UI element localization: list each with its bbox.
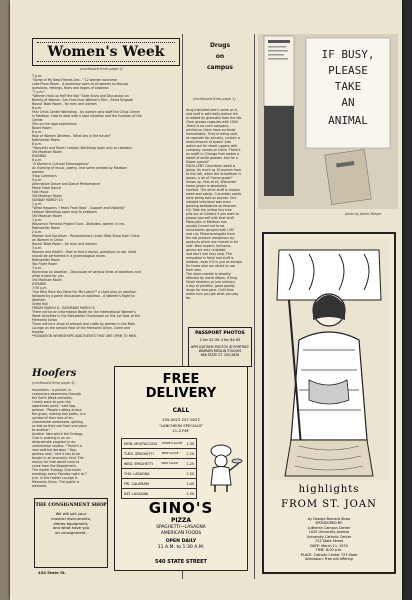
article-line: an outfit in Chicago that makes a bbox=[186, 152, 240, 156]
ginos-address: 540 STATE STREET bbox=[155, 559, 207, 565]
article-line: growing belladonna on Bascom bbox=[186, 204, 237, 208]
event-line: Rathskeller Room bbox=[32, 226, 60, 230]
event-line: Round Table Room - for men and women bbox=[32, 102, 97, 106]
menu-dish: TOMATO SAUCE bbox=[161, 442, 183, 445]
article-line: products which are missed in for bbox=[186, 240, 239, 244]
consignment-line: on consignment. bbox=[55, 530, 87, 536]
article-line: and cut. Pharmacologists from bbox=[186, 232, 235, 236]
article-line: watch out for street uppers with bbox=[186, 144, 238, 148]
article-line: the Earth Week activities. bbox=[32, 396, 73, 400]
event-line: "Women Hold up Half the Sky" Slide Show and Discussion on bbox=[32, 94, 129, 98]
article-line: symbol of their lack of en- bbox=[32, 416, 74, 420]
menu-price: 1.45 bbox=[186, 481, 194, 486]
article-line: printed on them have surfaced bbox=[186, 128, 236, 132]
event-line: 7 p.m. bbox=[32, 74, 43, 78]
menu-price: 1.50 bbox=[186, 471, 194, 476]
article-line: The Hoofer Ecology Club holds bbox=[32, 468, 81, 472]
menu-day: MON. MOSTACCIOLI bbox=[124, 441, 158, 446]
event-line: **DONATION WORKSHOPS AND EVENTS THAT ARE OPEN TO MEN. bbox=[32, 334, 137, 338]
event-line: Lounge on the second floor of the Memorial Union. Come and bbox=[32, 326, 131, 330]
consignment-message bbox=[35, 512, 107, 536]
event-line: Women and Socialism - Revolutionary Union Slide Show from China bbox=[32, 234, 140, 238]
article-line: awareness point," said Kop- bbox=[32, 404, 77, 408]
lunch-hours: 11-2 P.M. bbox=[172, 427, 190, 433]
article-line: to another." bbox=[32, 428, 51, 432]
lunch-title: "LUNCHEON SPECIALS" bbox=[159, 423, 203, 428]
event-line: Old Madison Room bbox=[32, 278, 62, 282]
menu-row bbox=[122, 439, 196, 449]
menu-day: WED. SPAGHETTI bbox=[124, 461, 153, 466]
womens-week-body bbox=[32, 74, 182, 360]
hoofers-title: Hoofers bbox=[32, 368, 77, 379]
consignment-address: 434 State St. bbox=[38, 570, 67, 575]
article-line: as fast as they can from one place bbox=[32, 424, 88, 428]
article-line: consumers awareness through bbox=[32, 392, 82, 396]
st-joan-event-details bbox=[268, 544, 390, 562]
event-line: 1 p.m. bbox=[32, 218, 43, 222]
article-line: a day of plentiful, good quality bbox=[186, 284, 235, 288]
event-line: 2 p.m. bbox=[32, 230, 43, 234]
article-line: the lab produce dangerous by- bbox=[186, 236, 235, 240]
article-line: The stock market is steadily bbox=[186, 272, 231, 276]
article-line: immediately. They're being sold bbox=[186, 132, 237, 136]
sign-line-1: IF BUSY, bbox=[321, 48, 375, 61]
event-line: Old Madison Room bbox=[32, 214, 62, 218]
consignment-line: We will sell your bbox=[55, 511, 87, 516]
womens-week-heading bbox=[32, 38, 180, 66]
hoofers-body bbox=[32, 388, 106, 496]
event-line: what is best for you bbox=[32, 274, 64, 278]
consignment-line: and what have you bbox=[52, 525, 90, 531]
article-line: hill. Take the yellow tiny tree bbox=[186, 208, 232, 212]
opening-hours bbox=[117, 539, 245, 550]
article-line: welcome. bbox=[32, 484, 48, 488]
event-line: 9 p.m. bbox=[32, 178, 43, 182]
menu-price: 1.20 bbox=[186, 451, 194, 456]
drugs-body bbox=[186, 108, 254, 323]
menu-day: THU. LASAGNA bbox=[124, 471, 150, 476]
event-line: Week Activities in the Rathskeller Checkroom on the 1st floor of the bbox=[32, 314, 141, 318]
article-line: pelman. "People cutting across bbox=[32, 408, 82, 412]
article-line: pills out of Contact if you want to bbox=[186, 212, 240, 216]
menu-dish: MEAT SAUCE bbox=[161, 452, 179, 455]
event-line: 7:30 p.m. bbox=[32, 286, 48, 290]
article-line: come from the Department. bbox=[32, 464, 77, 468]
sponsor-line: 723 State Street bbox=[315, 539, 343, 544]
page-right-edge bbox=[402, 0, 412, 600]
event-line: should be performed in a gynecological exam. bbox=[32, 254, 106, 258]
event-line: "7 p.m." bbox=[32, 90, 46, 94]
drugs-title-3: campus bbox=[207, 64, 233, 71]
event-line: in Madison. How to deal with a rape situation and the function of the bbox=[32, 114, 142, 118]
event-line: There will be a show of artwork and crafts by women in the Main bbox=[32, 322, 136, 326]
menu-row bbox=[122, 459, 196, 469]
article-line: small amount of speed. Also bbox=[186, 140, 232, 144]
article-line: vironmental studies. "There's a bbox=[32, 444, 82, 448]
event-line: Workshop on Abortion - Discussion of various kinds of abortions and bbox=[32, 270, 141, 274]
article-line: Another idea which the Ecology bbox=[32, 432, 83, 436]
menu-price: 1.35 bbox=[186, 441, 194, 446]
event-line: EVENING bbox=[32, 154, 47, 158]
article-line: and stuff is with belly-button lint bbox=[186, 112, 238, 116]
chef-illustration bbox=[199, 443, 243, 493]
event-line: Fear Crisis Center Workshop - by women who staff the Crisis Center bbox=[32, 110, 141, 114]
st-joan-sponsors bbox=[268, 517, 390, 543]
sponsor-line: Lutheran Campus Center bbox=[307, 525, 351, 530]
event-line: on Women in China bbox=[32, 238, 64, 242]
article-line: Faisal restrains or just ordinary bbox=[186, 280, 236, 284]
article-line: weed and catnip. Cucumber seeds bbox=[186, 192, 242, 196]
event-line: Abortion bbox=[32, 298, 46, 302]
menu-row bbox=[122, 449, 196, 459]
drugs-title-2: on bbox=[215, 53, 225, 60]
menu-row bbox=[122, 479, 196, 489]
article-line: please yourself with that stuff. bbox=[186, 216, 235, 220]
pizza-label: PIZZA bbox=[171, 517, 191, 524]
article-line: mushrooms sprayed with LSD bbox=[186, 228, 234, 232]
photo-credit: photo by James Berger bbox=[345, 212, 382, 216]
joan-of-arc-illustration bbox=[269, 240, 389, 480]
event-time: TIME: 8:00 p.m. bbox=[315, 548, 343, 553]
article-line: drug manufacturer's name on it, bbox=[186, 108, 238, 112]
animal-sign-photo bbox=[258, 34, 398, 209]
event-line: Great Hall bbox=[32, 302, 49, 306]
event-line: 3 p.m. bbox=[32, 266, 43, 270]
phone-numbers: 255-5023 257-9022 bbox=[162, 417, 200, 422]
sign-line-2: PLEASE bbox=[328, 64, 368, 77]
specials-menu bbox=[121, 438, 197, 499]
article-line: for those who are afraid to use bbox=[186, 264, 236, 268]
article-line: to the hall, when the Schweitzer is bbox=[186, 172, 242, 176]
event-line: 8 p.m. bbox=[32, 142, 43, 146]
passport-details bbox=[189, 345, 251, 357]
passport-photos-ad bbox=[188, 327, 252, 367]
article-line: I really want to push the bbox=[32, 400, 71, 404]
heading-border-top bbox=[37, 42, 175, 43]
menu-price: 1.50 bbox=[186, 491, 194, 496]
sponsor-line: University Catholic Center bbox=[306, 534, 352, 539]
st-joan-ad bbox=[262, 232, 396, 574]
event-line: Brevity of Women, San Francisco Women's Film - Ithica Brigade bbox=[32, 98, 133, 102]
heading-border-bottom bbox=[37, 61, 175, 62]
hours: 11 A.M. to 1:30 A.M. bbox=[157, 544, 205, 550]
womens-week-continued: (continued from page 1) bbox=[80, 67, 123, 71]
article-line: shows up. First of all, Wisconsin bbox=[186, 180, 237, 184]
article-line: outdoor, even if it is just as escape bbox=[186, 260, 242, 264]
st-joan-author: by George Bernard Shaw bbox=[307, 517, 351, 521]
event-line: Marie Sabe Dance bbox=[32, 186, 61, 190]
event-line: "Sexuality and Roles" Lesbian Workshop open only to Lesbians bbox=[32, 146, 132, 150]
article-line: home grown is absolutely bbox=[186, 184, 227, 188]
article-line: their own. bbox=[186, 268, 203, 272]
article-line: and don't last very long. The bbox=[186, 252, 232, 256]
consignment-line: stereo equipment, bbox=[53, 520, 89, 526]
event-line: FRIDAY MARCH 8 - SATURDAY MARCH 9 bbox=[32, 306, 95, 310]
event-line: Center. bbox=[32, 118, 44, 122]
article-line: Clear grease capsules with 1000 bbox=[186, 120, 238, 124]
article-line: make sure you get what you pay bbox=[186, 292, 239, 296]
article-line: were being sold as peyote. One bbox=[186, 196, 237, 200]
passport-applications: APPLICATIONS PHOTOS ID PORTRAIT bbox=[191, 345, 249, 349]
consignment-title: THE CONSIGNMENT SHOP bbox=[35, 503, 107, 508]
event-line: 8 p.m. bbox=[32, 106, 43, 110]
article-line: drugs for everyone. Until then bbox=[186, 288, 235, 292]
event-line: Tripp Commons bbox=[32, 174, 57, 178]
event-line: Lake Plaza Room - A workshop open to all women to discuss bbox=[32, 82, 129, 86]
food-types bbox=[117, 518, 245, 538]
event-line: EVENING bbox=[32, 282, 47, 286]
drugs-continued: (continued from page 1) bbox=[193, 97, 236, 101]
article-line: flower special" bbox=[186, 160, 210, 164]
event-line: Board Room bbox=[32, 126, 52, 130]
event-line: Women and Health - How to find a doctor, questions to ask, what bbox=[32, 250, 137, 254]
event-line: Rathskeller Room bbox=[32, 258, 60, 262]
article-line: EXCELLENT Columbian weed is bbox=[186, 164, 236, 168]
article-line: Club is pushing is an un- bbox=[32, 436, 72, 440]
event-line: Top Flight Room bbox=[32, 262, 58, 266]
article-line: grown, a lot of "home grown" bbox=[186, 176, 233, 180]
passport-address: 668 STATE ST. 255-5628 bbox=[200, 353, 240, 357]
article-line: Memorial Union. The public is bbox=[32, 480, 80, 484]
article-line: dergraduate program in en- bbox=[32, 440, 77, 444]
menu-day: FRI. CALAMARI bbox=[124, 481, 150, 486]
event-place: PLACE: Catholic Center 723 State bbox=[300, 552, 358, 557]
st-joan-heading-2: FROM ST. JOAN bbox=[281, 499, 377, 510]
ginos-ad bbox=[114, 366, 248, 571]
event-line: "Some of My Best Friends Are..." 12 women welcome bbox=[32, 78, 117, 82]
open-daily: OPEN DAILY bbox=[165, 539, 197, 544]
event-line: Wisconsin Feminist Project Fund - Attitudes, women in res- bbox=[32, 222, 126, 226]
sponsor-label: SPONSORED BY: bbox=[315, 521, 343, 526]
event-line: women bbox=[32, 170, 44, 174]
sponsor-line: 1025 University Avenue bbox=[308, 530, 350, 535]
event-line: Old Madison Room bbox=[32, 150, 62, 154]
ginos-name: GINO'S bbox=[148, 499, 214, 517]
passport-title: PASSPORT PHOTOS bbox=[195, 331, 245, 336]
event-line: 8 p.m. bbox=[32, 130, 43, 134]
event-line: Rathskeller Room bbox=[32, 138, 60, 142]
column-rule bbox=[254, 34, 255, 579]
event-line: Round Table Room - for men and women bbox=[32, 242, 97, 246]
event-line: An Evening of music, poetry, and some created by Madison bbox=[32, 166, 128, 170]
article-line: taught in an economic kind. The bbox=[32, 456, 84, 460]
article-line: at capsules for actually, contain a bbox=[186, 136, 240, 140]
event-line: questions, feelings, fears and hopes of Lesbians bbox=[32, 86, 109, 90]
drugs-heading bbox=[190, 40, 250, 73]
event-line: Film on the rape experience bbox=[32, 122, 77, 126]
article-line: mescaline is fresh and stuff is bbox=[186, 256, 234, 260]
article-line: intrepid individual was even bbox=[186, 200, 231, 204]
event-date: DATE: March 11, 1974 bbox=[310, 544, 348, 548]
article-line: for. bbox=[186, 296, 192, 300]
consignment-line: musical instruments, bbox=[51, 515, 91, 521]
article-line: genics are very unstable bbox=[186, 248, 226, 252]
article-line: mountains - a picture- in- bbox=[32, 388, 73, 392]
article-line: sale. Most organic hallucino- bbox=[186, 244, 232, 248]
call-label: CALL bbox=[172, 407, 190, 414]
article-line: company names on them. There's bbox=[186, 148, 241, 152]
article-line: affected by world affairs. If King bbox=[186, 276, 237, 280]
article-line: tablet of white powder. Ask for a bbox=[186, 156, 238, 160]
drugs-title-1: Drugs bbox=[209, 42, 231, 49]
event-line: Old Madison Room bbox=[32, 194, 62, 198]
event-line: Role of Women Athletes - What lies in the future? bbox=[32, 134, 111, 138]
event-line: 3 p.m. bbox=[32, 246, 43, 250]
menu-dish: MEAT SAUCE bbox=[161, 462, 179, 465]
event-line: Memorial Union. bbox=[32, 318, 59, 322]
event-line: browse. bbox=[32, 330, 45, 334]
article-line: going. As much as 10 ounces from bbox=[186, 168, 242, 172]
event-line: followed by a panel discussion on abortion - A Women's Right to bbox=[32, 294, 135, 298]
article-line: usually turned out to be bbox=[186, 224, 225, 228]
event-line: There will be an Information Booth for the International Women's bbox=[32, 310, 136, 314]
event-line: Alternative Dance and Dance Performance bbox=[32, 182, 101, 186]
article-line: horrible. The other stuff is chosen bbox=[186, 188, 240, 192]
menu-row bbox=[122, 489, 196, 498]
hoofers-continued: (continued from page 4) bbox=[32, 381, 75, 385]
headline-delivery: DELIVERY bbox=[145, 386, 217, 401]
menu-day: TUES. SPAGHETTI bbox=[124, 451, 154, 456]
event-line: "A Women's Cultural Extravaganza" bbox=[32, 162, 90, 166]
article-line: pelman said, "and it has to be bbox=[32, 452, 80, 456]
event-line: Folk Music bbox=[32, 190, 49, 194]
menu-row bbox=[122, 469, 196, 479]
newspaper-page bbox=[10, 0, 402, 600]
headline-free: FREE bbox=[162, 372, 200, 387]
consignment-shop-ad bbox=[34, 498, 108, 568]
article-line: new political decision," Kop- bbox=[32, 448, 77, 452]
st-joan-heading-1: highlights bbox=[298, 484, 360, 495]
sign-line-5: ANIMAL bbox=[328, 114, 368, 127]
event-line: SUNDAY MARCH 10 bbox=[32, 198, 63, 202]
event-line: 8 p.m. bbox=[32, 158, 43, 162]
womens-week-title: Women's Week bbox=[47, 44, 165, 60]
article-line: or added by graduate from the lab. bbox=[186, 116, 243, 120]
event-admission: Admission: Free will offering bbox=[305, 557, 353, 562]
article-line: Psilocybin in Madison has bbox=[186, 220, 227, 224]
menu-day: SAT. LASAGNA bbox=[124, 491, 149, 496]
food-line-2: AMERICAN FOODS bbox=[160, 531, 202, 536]
luncheon-specials bbox=[117, 424, 245, 434]
event-line: Lesbian Workshop open only to Lesbians bbox=[32, 210, 97, 214]
sign-line-3: TAKE bbox=[334, 80, 362, 93]
event-line: 1 p.m. bbox=[32, 202, 43, 206]
article-line: the grass, making trail paths, is a bbox=[32, 412, 86, 416]
event-line: "Are Who Here You Done For Me Lately?" a short play on abortion bbox=[32, 290, 137, 294]
sign-line-4: AN bbox=[341, 96, 355, 109]
article-line: vironmental awareness- getting bbox=[32, 420, 83, 424]
article-line: -there is no such company- bbox=[186, 124, 230, 128]
article-line: meetings every Monday night at 7 bbox=[32, 472, 87, 476]
article-line: p.m. in the Hoofer Lounge in bbox=[32, 476, 78, 480]
food-line: SPAGHETTI—LASAGNA bbox=[156, 524, 206, 530]
event-line: "What Happens 'I Years From Now' - Support and Visibility" bbox=[32, 206, 126, 210]
free-delivery-headline bbox=[117, 373, 245, 401]
menu-price: 1.25 bbox=[186, 461, 194, 466]
passport-studio: WARNER-MEDLIN STUDIOS bbox=[198, 349, 242, 353]
passport-price: 2 for $2.95 4 for $4.95 bbox=[199, 338, 241, 342]
page-left-edge bbox=[0, 0, 10, 600]
article-line: money for that would have to bbox=[32, 460, 80, 464]
